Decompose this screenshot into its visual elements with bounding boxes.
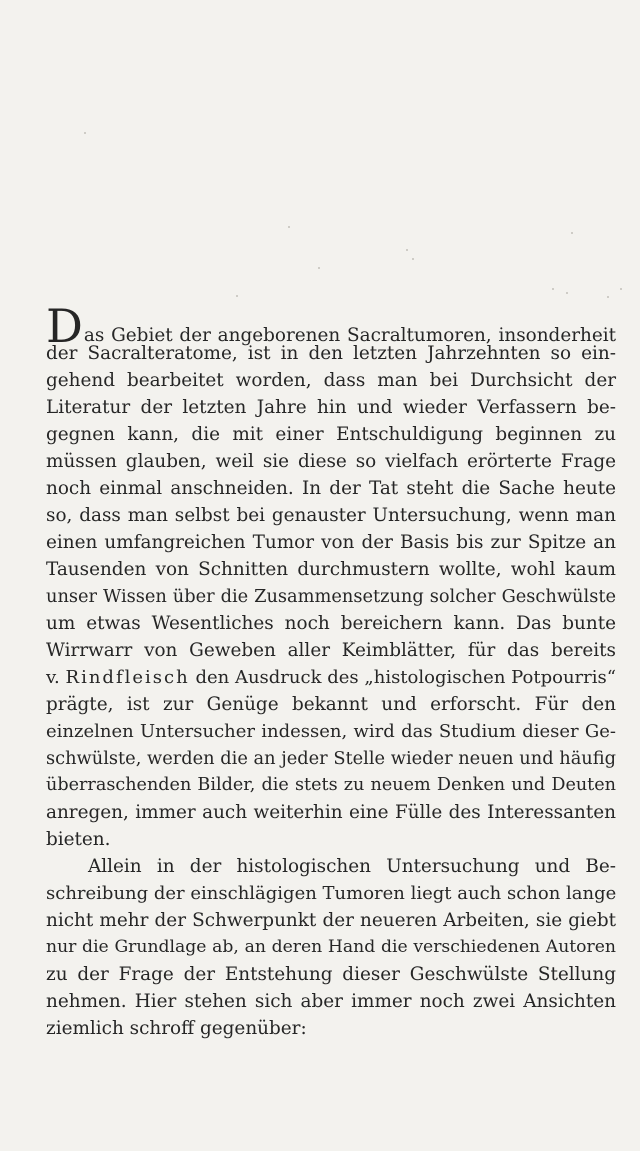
paragraph-line: müssen glauben, weil sie diese so vielfach erörterte Frage (46, 451, 616, 472)
paragraph-line: gegnen kann, die mit einer Entschuldigung beginnen zu (46, 424, 616, 445)
paragraph-line: überraschenden Bilder, die stets zu neuem Denken und Deuten (46, 775, 616, 795)
paragraph-line: Tausenden von Schnitten durchmustern wollte, wohl kaum (46, 559, 616, 580)
scan-speck (607, 296, 609, 298)
paragraph-line: prägte, ist zur Genüge bekannt und erforscht. Für den (46, 694, 616, 715)
paragraph-line: unser Wissen über die Zusammensetzung solcher Geschwülste (46, 586, 616, 607)
scan-speck (566, 292, 568, 294)
paragraph-line: einen umfangreichen Tumor von der Basis bis zur Spitze an (46, 532, 616, 553)
paragraph-line: anregen, immer auch weiterhin eine Fülle des Interessanten (46, 802, 616, 823)
paragraph-line: zu der Frage der Entstehung dieser Geschwülste Stellung (46, 964, 616, 985)
paragraph-line: nur die Grundlage ab, an deren Hand die verschiedenen Autoren (46, 937, 616, 957)
paragraph-line: so, dass man selbst bei genauster Untersuchung, wenn man (46, 505, 616, 526)
author-name: Rindfleisch (65, 667, 190, 688)
scan-speck (84, 132, 86, 134)
paragraph-line: einzelnen Untersucher indessen, wird das Studium dieser Ge- (46, 721, 616, 742)
paragraph-line: schwülste, werden die an jeder Stelle wieder neuen und häufig (46, 748, 616, 769)
paragraph-line: der Sacralteratome, ist in den letzten Jahrzehnten so ein- (46, 343, 616, 364)
scan-speck (318, 267, 320, 269)
paragraph-1 (46, 299, 616, 853)
body-text (46, 299, 617, 1042)
paragraph-line: schreibung der einschlägigen Tumoren liegt auch schon lange (46, 883, 617, 904)
paragraph-line: gehend bearbeitet worden, dass man bei Durchsicht der (46, 370, 616, 391)
paragraph-line: noch einmal anschneiden. In der Tat steht die Sache heute (46, 478, 616, 499)
paragraph-line: um etwas Wesentliches noch bereichern kann. Das bunte (46, 613, 616, 634)
line-text: den Ausdruck des „histologischen Potpourris“ (195, 667, 616, 688)
paragraph-line: nehmen. Hier stehen sich aber immer noch zwei Ansichten (46, 991, 616, 1012)
scan-speck (620, 288, 622, 290)
paragraph-line (46, 664, 616, 691)
scan-speck (406, 249, 408, 251)
scan-speck (236, 295, 238, 297)
paragraph-line: ziemlich schroff gegenüber: (46, 1018, 307, 1039)
drop-cap: D (46, 299, 83, 353)
scan-speck (552, 288, 554, 290)
paragraph-line: Allein in der histologischen Untersuchung und Be- (88, 856, 616, 877)
paragraph-line (46, 299, 616, 353)
line-text: as Gebiet der angeborenen Sacraltumoren, insonderheit (83, 325, 616, 346)
scan-speck (288, 226, 290, 228)
scan-speck (412, 258, 414, 260)
scan-speck (571, 232, 573, 234)
paragraph-line: bieten. (46, 829, 111, 850)
paragraph-line: nicht mehr der Schwerpunkt der neueren Arbeiten, sie giebt (46, 910, 616, 931)
paragraph-2 (46, 853, 616, 1042)
line-text: v. (46, 667, 60, 688)
paragraph-line: Literatur der letzten Jahre hin und wieder Verfassern be- (46, 397, 616, 418)
paragraph-line: Wirrwarr von Geweben aller Keimblätter, für das bereits (46, 640, 616, 661)
